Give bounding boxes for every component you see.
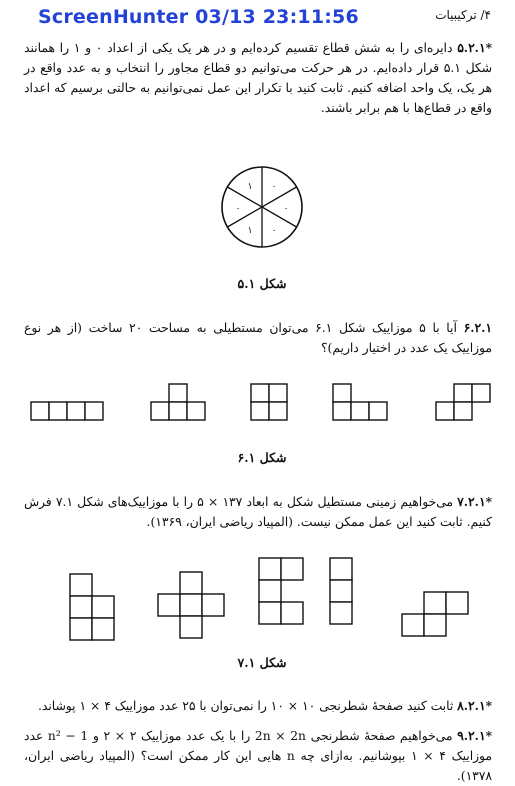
figure-7-1-caption: شکل ۷.۱ (237, 655, 287, 670)
problem-text: دایره‌ای را به شش قطاع تقسیم کرده‌ایم و در هر یک یکی از اعداد ۰ و ۱ را همانند شکل ۵.۱ قرار داده‌ایم. در هر حرکت می‌توانیم دو قطاع مجاور را انتخاب و به عدد واقع در هر یک، یک واحد اضافه کنیم. ثابت کنید با تکرار این عمل نمی‌توانیم به حالتی برسیم که اعداد واقع در قطاع‌ها با هم برابر باشند. (24, 41, 492, 115)
tile-l (333, 384, 387, 420)
sector-label: ۰ (283, 204, 289, 214)
tile-d (330, 558, 352, 624)
sector-label: ۱ (247, 226, 253, 236)
figure-6-1-tiles (0, 380, 515, 430)
page-header: ۴/ ترکیبیات (435, 8, 491, 22)
tile-c (259, 558, 303, 624)
problem-6-2-1 (24, 318, 492, 358)
figure-6-1-caption: شکل ۶.۱ (237, 450, 287, 465)
tile-e (402, 592, 468, 636)
problem-number: *۸.۲.۱ (457, 698, 492, 713)
figure-5-1-caption: شکل ۵.۱ (237, 276, 287, 291)
sector-label: ۱ (247, 182, 253, 192)
problem-number: *۷.۲.۱ (457, 494, 492, 509)
problem-7-2-1 (24, 492, 492, 532)
problem-text: ثابت کنید صفحهٔ شطرنجی ۱۰ × ۱۰ را نمی‌توان با ۲۵ عدد موزاییک ۴ × ۱ پوشاند. (37, 699, 454, 713)
problem-number: *۵.۲.۱ (457, 40, 493, 55)
tile-square (251, 384, 287, 420)
sector-label: ۰ (271, 226, 277, 236)
tile-b (158, 572, 224, 638)
sector-label: ۰ (235, 204, 241, 214)
screenhunter-watermark: ScreenHunter 03/13 23:11:56 (38, 6, 359, 28)
problem-number: ۶.۲.۱ (463, 320, 492, 335)
figure-7-1-tiles (0, 552, 515, 642)
problem-9-2-1 (24, 726, 492, 786)
tile-t (151, 384, 205, 420)
tile-s (436, 384, 490, 420)
tile-i (31, 402, 103, 420)
figure-5-1-circle (220, 165, 304, 249)
problem-8-2-1 (24, 696, 492, 716)
problem-text: می‌خواهیم صفحهٔ شطرنجی 2n × 2n را با یک عدد موزاییک ۲ × ۲ و 1 − n² عدد موزاییک ۴ × ۱ بپوشانیم. به‌ازای چه n هایی این کار ممکن است؟ (المپیاد ریاضی ایران، ۱۳۷۸). (24, 729, 492, 783)
problem-5-2-1 (24, 38, 492, 118)
problem-text: آیا با ۵ موزاییک شکل ۶.۱ می‌توان مستطیلی به مساحت ۲۰ ساخت (از هر نوع موزاییک یک عدد در اختیار داریم)؟ (24, 321, 492, 355)
tile-a (70, 574, 114, 640)
sector-label: ۰ (271, 182, 277, 192)
problem-number: *۹.۲.۱ (457, 728, 492, 743)
problem-text: می‌خواهیم زمینی مستطیل شکل به ابعاد ۱۳۷ × ۵ را با موزاییک‌های شکل ۷.۱ فرش کنیم. ثابت کنید این عمل ممکن نیست. (المپیاد ریاضی ایران، ۱۳۶۹). (24, 495, 492, 529)
